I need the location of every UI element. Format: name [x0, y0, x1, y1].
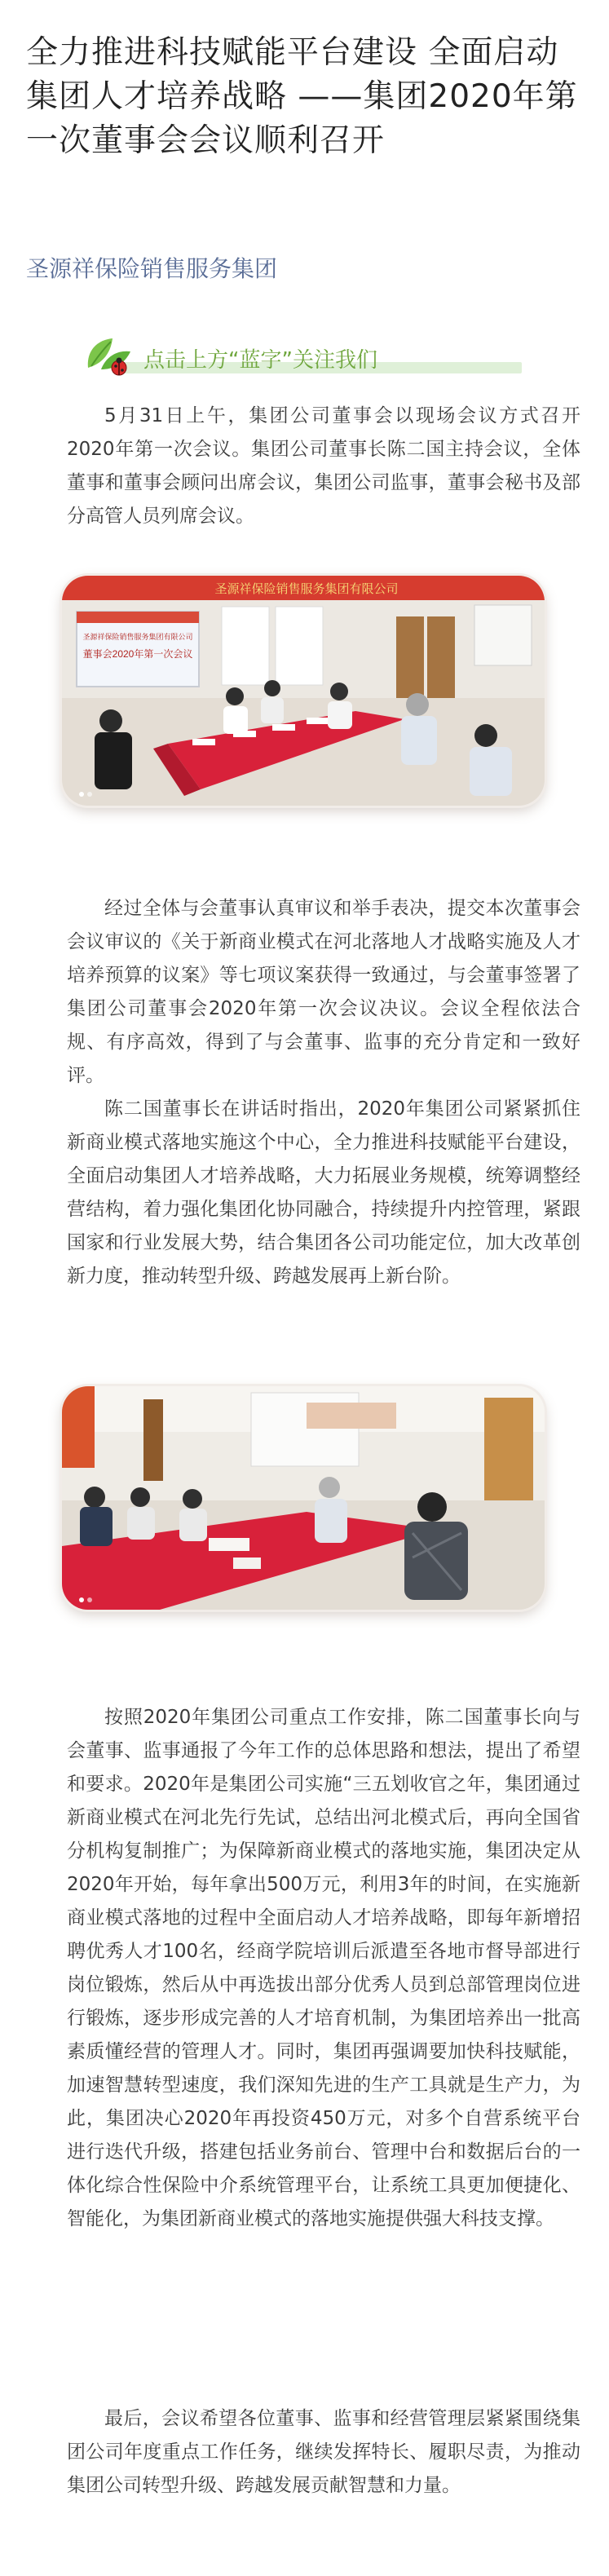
paragraph-2: 经过全体与会董事认真审议和举手表决，提交本次董事会会议审议的《关于新商业模式在河北落地人才战略实施及人才培养预算的议案》等七项议案获得一致通过，与会董事签署了集团公司董事会2020年第一次会议决议。会议全程依法合规、有序高效，得到了与会董事、监事的充分肯定和一致好评。: [67, 898, 580, 1086]
follow-prompt-text: 点击上方“蓝字”关注我们: [143, 347, 377, 373]
article-title: 全力推进科技赋能平台建设 全面启动集团人才培养战略 ——集团2020年第一次董事会会议顺利召开: [26, 34, 578, 159]
follow-prompt[interactable]: [82, 341, 522, 375]
leaf-ladybug-icon: [82, 332, 139, 378]
meeting-photo-1-image: [62, 576, 545, 806]
account-name-link[interactable]: 圣源祥保险销售服务集团: [26, 255, 278, 282]
meeting-photo-2: [62, 1386, 545, 1610]
paragraph-1: 5月31日上午，集团公司董事会以现场会议方式召开2020年第一次会议。集团公司董事长陈二国主持会议，全体董事和董事会顾问出席会议，集团公司监事，董事会秘书及部分高管人员列席会议。: [67, 405, 580, 527]
photo1-screen-line2: 董事会2020年第一次会议: [82, 648, 193, 660]
paragraph-4: 按照2020年集团公司重点工作安排，陈二国董事长向与会董事、监事通报了今年工作的总体思路和想法，提出了希望和要求。2020年是集团公司实施“三五划收官之年，集团通过新商业模式在河北先行先试，总结出河北模式后，再向全国省分机构复制推广；为保障新商业模式的落地实施，集团决定从2020年开始，每年拿出500万元，利用3年的时间，在实施新商业模式落地的过程中全面启动人才培养战略，即每年新增招聘优秀人才100名，经商学院培训后派遣至各地市督导部进行岗位锻炼，然后从中再选拔出部分优秀人员到总部管理岗位进行锻炼，逐步形成完善的人才培育机制，为集团培养出一批高素质懂经营的管理人才。同时，集团再强调要加快科技赋能，加速智慧转型速度，我们深知先进的生产工具就是生产力，为此，集团决心2020年再投资450万元，对多个自营系统平台进行迭代升级，搭建包括业务前台、管理中台和数据后台的一体化综合性保险中介系统管理平台，让系统工具更加便捷化、智能化，为集团新商业模式的落地实施提供强大科技支撑。: [67, 1707, 580, 2229]
photo1-banner: 圣源祥保险销售服务集团有限公司: [214, 582, 399, 596]
meeting-photo-1: [62, 576, 545, 806]
paragraph-3: 陈二国董事长在讲话时指出，2020年集团公司紧紧抓住新商业模式落地实施这个中心，全力推进科技赋能平台建设，全面启动集团人才培养战略，大力拓展业务规模，统筹调整经营结构，着力强化集团化协同融合，持续提升内控管理，紧跟国家和行业发展大势，结合集团各公司功能定位，加大改革创新力度，推动转型升级、跨越发展再上新台阶。: [67, 1098, 580, 1287]
meeting-photo-2-image: [62, 1386, 545, 1610]
paragraph-5: 最后，会议希望各位董事、监事和经营管理层紧紧围绕集团公司年度重点工作任务，继续发挥特长、履职尽责，为推动集团公司转型升级、跨越发展贡献智慧和力量。: [67, 2408, 580, 2496]
photo1-screen-line1: 圣源祥保险销售服务集团有限公司: [82, 633, 193, 641]
